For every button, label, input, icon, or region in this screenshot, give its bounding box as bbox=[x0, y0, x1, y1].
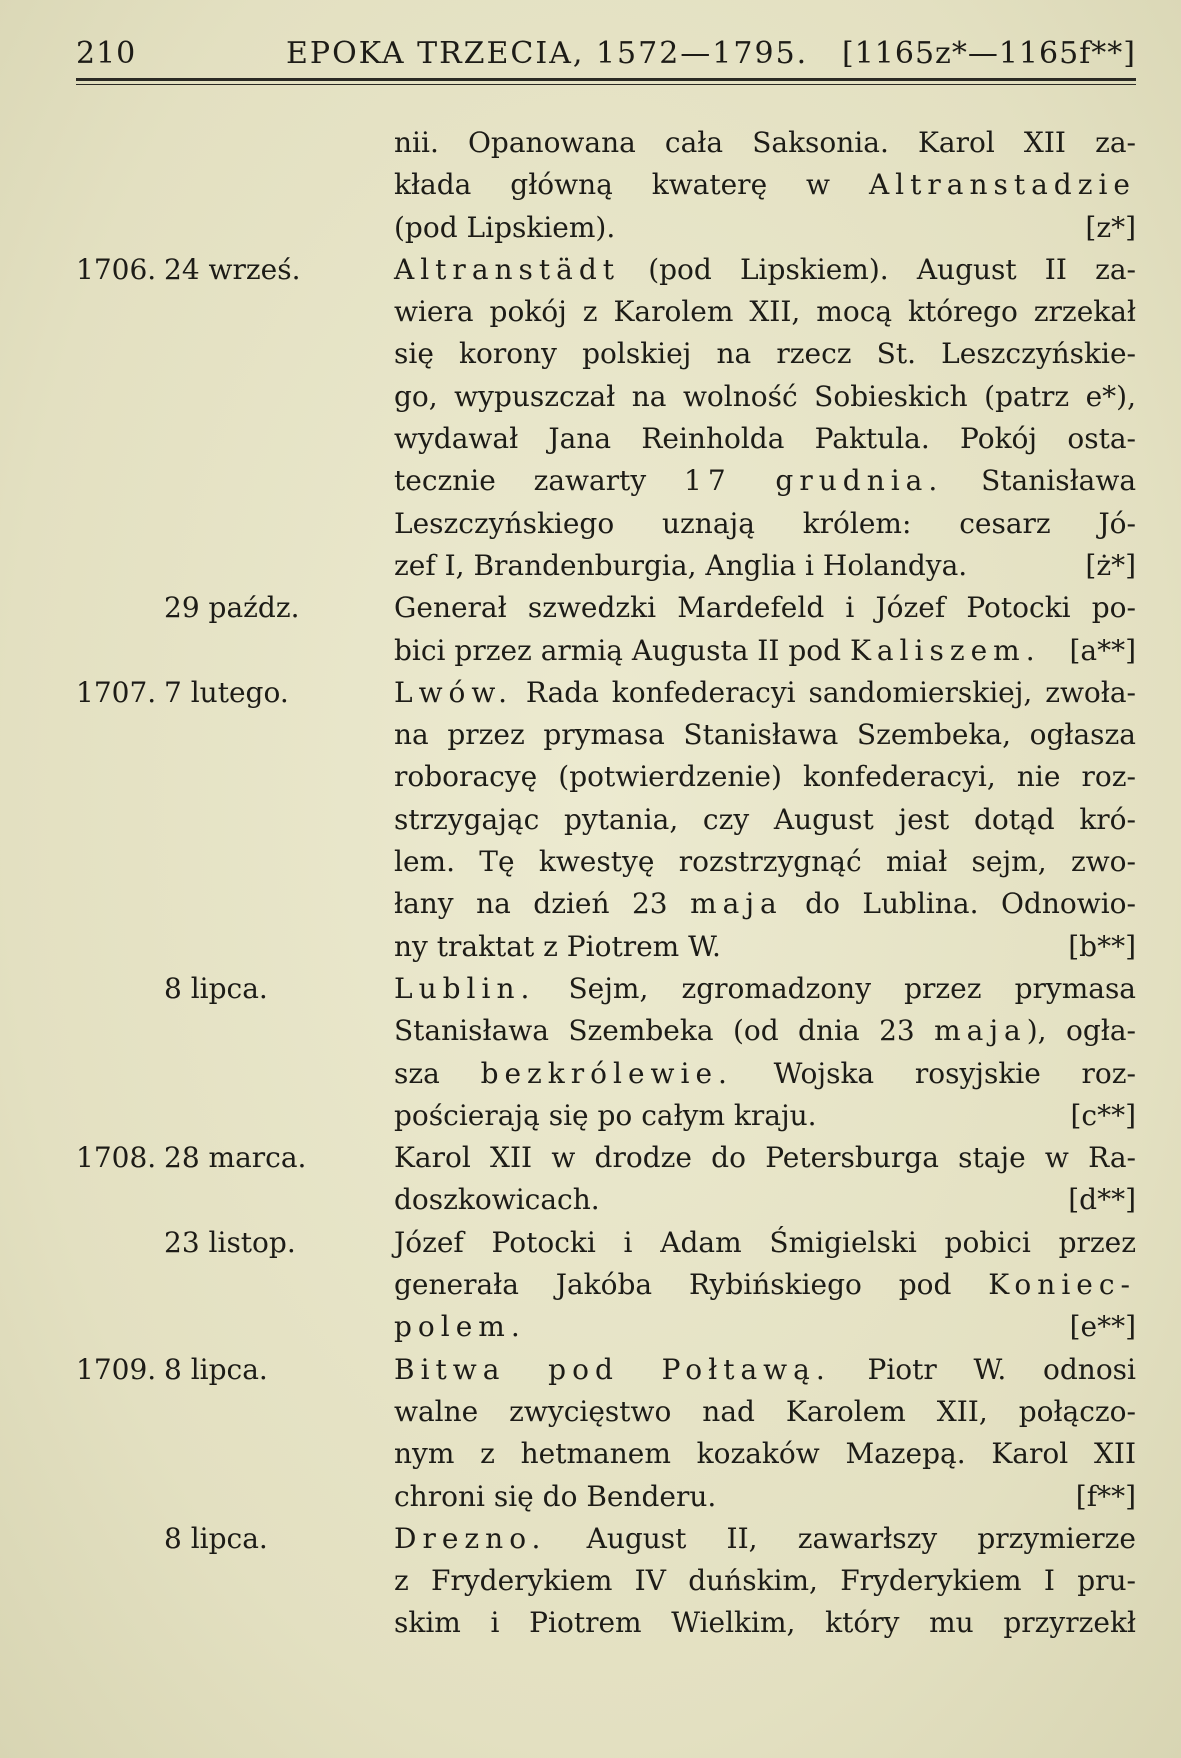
entry-text bbox=[394, 587, 1136, 672]
reference-mark: [ż*] bbox=[1085, 548, 1136, 582]
entry-line: (pod Lipskiem). [z*] bbox=[394, 207, 1136, 249]
entry-line: ny traktat z Piotrem W. [b**] bbox=[394, 926, 1136, 968]
entry-line: Karol XII w drodze do Petersburga staje w Ra- bbox=[394, 1141, 1136, 1175]
entry-line: go, wypuszczał na wolność Sobieskich (patrz e*), bbox=[394, 379, 1136, 413]
entry-line: na przez prymasa Stanisława Szembeka, ogłasza bbox=[394, 718, 1136, 752]
entry-1707-02-07 bbox=[76, 672, 1140, 968]
entry-text bbox=[394, 122, 1136, 249]
entry-text bbox=[394, 1518, 1136, 1645]
entry-line: kłada główną kwaterę w Altranstadzie bbox=[394, 168, 1136, 202]
entry-line: wiera pokój z Karolem XII, mocą którego zrzekał bbox=[394, 295, 1136, 329]
entry-date: 23 listop. bbox=[164, 1225, 296, 1259]
entry-line: polem. [e**] bbox=[394, 1306, 1136, 1348]
entry-line: Józef Potocki i Adam Śmigielski pobici przez bbox=[394, 1225, 1136, 1259]
entry-date: 8 lipca. bbox=[164, 1521, 268, 1555]
running-title: EPOKA TRZECIA, 1572—1795. bbox=[286, 36, 809, 71]
reference-mark: [f**] bbox=[1075, 1479, 1136, 1513]
entry-line: tecznie zawarty 17 grudnia. Stanisława bbox=[394, 464, 1137, 498]
entry-text bbox=[394, 672, 1136, 968]
entry-date: 1708. 28 marca. bbox=[76, 1141, 307, 1175]
entry-date: 29 paźdz. bbox=[164, 591, 300, 625]
entry-1708-11-23 bbox=[76, 1222, 1140, 1349]
entry-1706-10-29 bbox=[76, 587, 1140, 672]
entry-line: się korony polskiej na rzecz St. Leszczyńskie- bbox=[394, 337, 1136, 371]
entry-line: nii. Opanowana cała Saksonia. Karol XII za- bbox=[394, 126, 1136, 159]
entry-date: 1706. 24 wrześ. bbox=[76, 252, 301, 286]
header-rule-thin bbox=[76, 84, 1136, 85]
entry-line: z Fryderykiem IV duńskim, Fryderykiem I pru- bbox=[394, 1564, 1136, 1598]
entry-text bbox=[394, 968, 1136, 1137]
entry-line: Leszczyńskiego uznają królem: cesarz Jó- bbox=[394, 506, 1136, 540]
entry-line: strzygając pytania, czy August jest dotąd kró- bbox=[394, 802, 1136, 836]
reference-mark: [z*] bbox=[1085, 210, 1136, 244]
entry-1708-03-28 bbox=[76, 1137, 1140, 1222]
entry-line: Drezno. August II, zawarłszy przymierze bbox=[394, 1521, 1136, 1555]
header-rule bbox=[76, 78, 1136, 81]
entry-1709-07-08 bbox=[76, 1349, 1140, 1518]
entry-date: 1709. 8 lipca. bbox=[76, 1352, 268, 1386]
entry-text bbox=[394, 1222, 1136, 1349]
entry-line: lem. Tę kwestyę rozstrzygnąć miał sejm, zwo- bbox=[394, 845, 1136, 879]
reference-mark: [d**] bbox=[1068, 1183, 1136, 1217]
entry-1707-07-08 bbox=[76, 968, 1140, 1137]
entry-line: Stanisława Szembeka (od dnia 23 maja), ogła- bbox=[394, 1014, 1136, 1048]
entry-line: sza bezkrólewie. Wojska rosyjskie roz- bbox=[394, 1056, 1136, 1090]
entry-line: Lwów. Rada konfederacyi sandomierskiej, zwoła- bbox=[394, 675, 1136, 709]
entry-date: 1707. 7 lutego. bbox=[76, 675, 289, 709]
entry-text bbox=[394, 249, 1136, 587]
reference-mark: [c**] bbox=[1070, 1098, 1136, 1132]
reference-mark: [a**] bbox=[1069, 633, 1136, 667]
page-number: 210 bbox=[76, 36, 137, 71]
entry-range: [1165z*—1165f**] bbox=[841, 36, 1136, 71]
entry-line: bici przez armią Augusta II pod Kaliszem. [a**] bbox=[394, 630, 1136, 672]
entry-1709-07-08-drezno bbox=[76, 1518, 1140, 1645]
entry-line: Bitwa pod Połtawą. Piotr W. odnosi bbox=[394, 1352, 1136, 1386]
entry-line: chroni się do Benderu. [f**] bbox=[394, 1476, 1136, 1518]
entry-line: Lublin. Sejm, zgromadzony przez prymasa bbox=[394, 971, 1136, 1005]
entry-line: pościerają się po całym kraju. [c**] bbox=[394, 1095, 1136, 1137]
entry-line: nym z hetmanem kozaków Mazepą. Karol XII bbox=[394, 1437, 1136, 1471]
entry-line: wydawał Jana Reinholda Paktula. Pokój osta- bbox=[394, 422, 1136, 456]
reference-mark: [e**] bbox=[1069, 1310, 1136, 1344]
chronology-entries bbox=[76, 122, 1140, 1645]
entry-text bbox=[394, 1349, 1136, 1518]
entry-line: łany na dzień 23 maja do Lublina. Odnowio- bbox=[394, 887, 1136, 921]
reference-mark: [b**] bbox=[1068, 929, 1136, 963]
entry-line: skim i Piotrem Wielkim, który mu przyrzekł bbox=[394, 1606, 1136, 1640]
running-header bbox=[76, 28, 1136, 78]
entry-line: roboracyę (potwierdzenie) konfederacyi, nie roz- bbox=[394, 760, 1136, 794]
entry-line: generała Jakóba Rybińskiego pod Koniec- bbox=[394, 1268, 1136, 1302]
entry-text bbox=[394, 1137, 1136, 1222]
entry-line: Generał szwedzki Mardefeld i Józef Potocki po- bbox=[394, 591, 1136, 625]
entry-line: walne zwycięstwo nad Karolem XII, połączo- bbox=[394, 1394, 1136, 1428]
entry-line: doszkowicach. [d**] bbox=[394, 1179, 1136, 1221]
entry-1706-09-24 bbox=[76, 249, 1140, 587]
entry-date: 8 lipca. bbox=[164, 971, 268, 1005]
entry-line: zef I, Brandenburgia, Anglia i Holandya. [ż*] bbox=[394, 545, 1136, 587]
entry-continuation bbox=[76, 122, 1140, 249]
entry-line: Altranstädt (pod Lipskiem). August II za- bbox=[394, 252, 1136, 286]
